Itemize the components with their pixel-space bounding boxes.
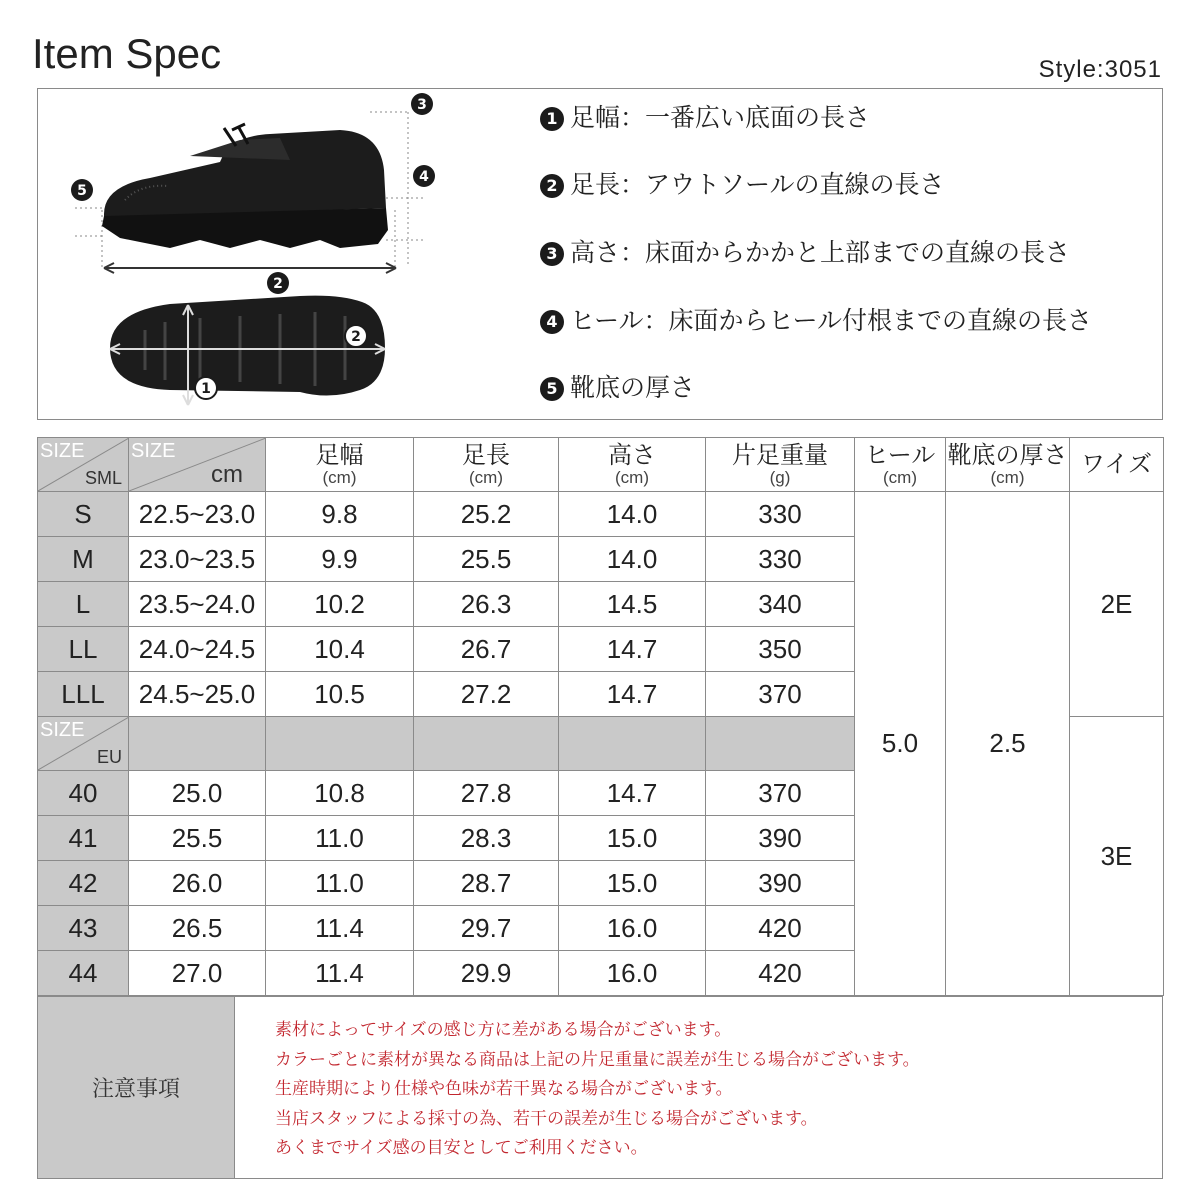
cm-cell: 25.5 — [129, 816, 266, 861]
height-cell: 14.0 — [559, 537, 706, 582]
size-table — [37, 437, 1164, 996]
length-cell: 25.2 — [414, 492, 559, 537]
header-size-sml: SIZE SML — [38, 438, 129, 492]
cm-cell: 22.5~23.0 — [129, 492, 266, 537]
cm-cell: 24.0~24.5 — [129, 627, 266, 672]
legend-item-2: 2 足長：アウトソールの直線の長さ — [540, 165, 945, 201]
heel-cell: 5.0 — [855, 492, 946, 996]
page-title: Item Spec — [32, 30, 222, 77]
length-cell: 26.7 — [414, 627, 559, 672]
weight-cell: 420 — [706, 951, 855, 996]
sole-cell: 2.5 — [946, 492, 1070, 996]
size-cell: 41 — [38, 816, 129, 861]
width-cell: 9.9 — [266, 537, 414, 582]
width-cell: 9.8 — [266, 492, 414, 537]
header-width: 足幅 (cm) — [266, 438, 414, 492]
shoe-sole-view — [110, 296, 385, 396]
width-cell: 10.5 — [266, 672, 414, 717]
shoe-diagram — [40, 90, 500, 418]
note-line: 生産時期により仕様や色味が若干異なる場合がございます。 — [275, 1079, 733, 1099]
size-cell: M — [38, 537, 129, 582]
note-line: カラーごとに素材が異なる商品は上記の片足重量に誤差が生じる場合がございます。 — [275, 1049, 920, 1070]
height-cell: 14.7 — [559, 672, 706, 717]
weight-cell: 340 — [706, 582, 855, 627]
size-cell: LLL — [38, 672, 129, 717]
marker-1-sole: 1 — [201, 381, 211, 397]
height-cell: 15.0 — [559, 816, 706, 861]
cm-cell: 26.5 — [129, 906, 266, 951]
header-weight: 片足重量 (g) — [706, 438, 855, 492]
note-line: あくまでサイズ感の目安としてご利用ください。 — [275, 1138, 648, 1158]
header-wise: ワイズ — [1070, 438, 1164, 492]
height-cell: 14.0 — [559, 492, 706, 537]
width-cell: 11.0 — [266, 861, 414, 906]
wise-jp-cell: 2E — [1070, 492, 1164, 717]
weight-cell: 330 — [706, 492, 855, 537]
size-cell: 44 — [38, 951, 129, 996]
weight-cell: 350 — [706, 627, 855, 672]
height-cell: 16.0 — [559, 906, 706, 951]
length-cell: 28.3 — [414, 816, 559, 861]
shoe-side-view — [102, 124, 388, 248]
size-cell: 43 — [38, 906, 129, 951]
header-heel: ヒール (cm) — [855, 438, 946, 492]
header-length: 足長 (cm) — [414, 438, 559, 492]
weight-cell: 390 — [706, 861, 855, 906]
marker-5: 5 — [77, 183, 87, 199]
width-cell: 10.2 — [266, 582, 414, 627]
note-line: 当店スタッフによる採寸の為、若干の誤差が生じる場合がございます。 — [275, 1108, 818, 1129]
table-row — [38, 492, 1164, 537]
width-cell: 10.8 — [266, 771, 414, 816]
weight-cell: 370 — [706, 672, 855, 717]
width-cell: 11.4 — [266, 951, 414, 996]
cm-cell: 27.0 — [129, 951, 266, 996]
size-cell: LL — [38, 627, 129, 672]
notes-list — [275, 1016, 920, 1164]
weight-cell: 420 — [706, 906, 855, 951]
header-size-eu: SIZE EU — [38, 717, 129, 771]
height-cell: 14.5 — [559, 582, 706, 627]
header-height: 高さ (cm) — [559, 438, 706, 492]
weight-cell: 390 — [706, 816, 855, 861]
cm-cell: 25.0 — [129, 771, 266, 816]
marker-4: 4 — [419, 169, 429, 185]
size-cell: S — [38, 492, 129, 537]
note-line: 素材によってサイズの感じ方に差がある場合がございます。 — [275, 1020, 732, 1040]
height-cell: 14.7 — [559, 771, 706, 816]
length-cell: 27.2 — [414, 672, 559, 717]
wise-eu-cell: 3E — [1070, 717, 1164, 996]
width-cell: 11.4 — [266, 906, 414, 951]
legend-item-4: 4 ヒール：床面からヒール付根までの直線の長さ — [540, 301, 1092, 337]
length-cell: 29.7 — [414, 906, 559, 951]
legend-item-5: 5 靴底の厚さ — [540, 368, 695, 404]
width-cell: 10.4 — [266, 627, 414, 672]
width-cell: 11.0 — [266, 816, 414, 861]
height-cell: 14.7 — [559, 627, 706, 672]
marker-2-side: 2 — [273, 276, 283, 292]
cm-cell: 24.5~25.0 — [129, 672, 266, 717]
height-cell: 16.0 — [559, 951, 706, 996]
header-size-cm: SIZE cm — [129, 438, 266, 492]
cm-cell: 23.5~24.0 — [129, 582, 266, 627]
size-cell: 42 — [38, 861, 129, 906]
marker-3: 3 — [417, 97, 427, 113]
notes-label: 注意事項 — [38, 997, 235, 1178]
length-cell: 29.9 — [414, 951, 559, 996]
cm-cell: 23.0~23.5 — [129, 537, 266, 582]
height-cell: 15.0 — [559, 861, 706, 906]
length-cell: 28.7 — [414, 861, 559, 906]
style-code: Style:3051 — [1038, 56, 1162, 83]
size-cell: 40 — [38, 771, 129, 816]
length-cell: 26.3 — [414, 582, 559, 627]
weight-cell: 330 — [706, 537, 855, 582]
header-sole: 靴底の厚さ (cm) — [946, 438, 1070, 492]
length-cell: 25.5 — [414, 537, 559, 582]
weight-cell: 370 — [706, 771, 855, 816]
legend-item-1: 1 足幅：一番広い底面の長さ — [540, 98, 870, 134]
marker-2-sole: 2 — [351, 329, 361, 345]
legend-item-3: 3 高さ：床面からかかと上部までの直線の長さ — [540, 233, 1070, 269]
size-cell: L — [38, 582, 129, 627]
cm-cell: 26.0 — [129, 861, 266, 906]
table-header-row — [38, 438, 1164, 492]
length-cell: 27.8 — [414, 771, 559, 816]
